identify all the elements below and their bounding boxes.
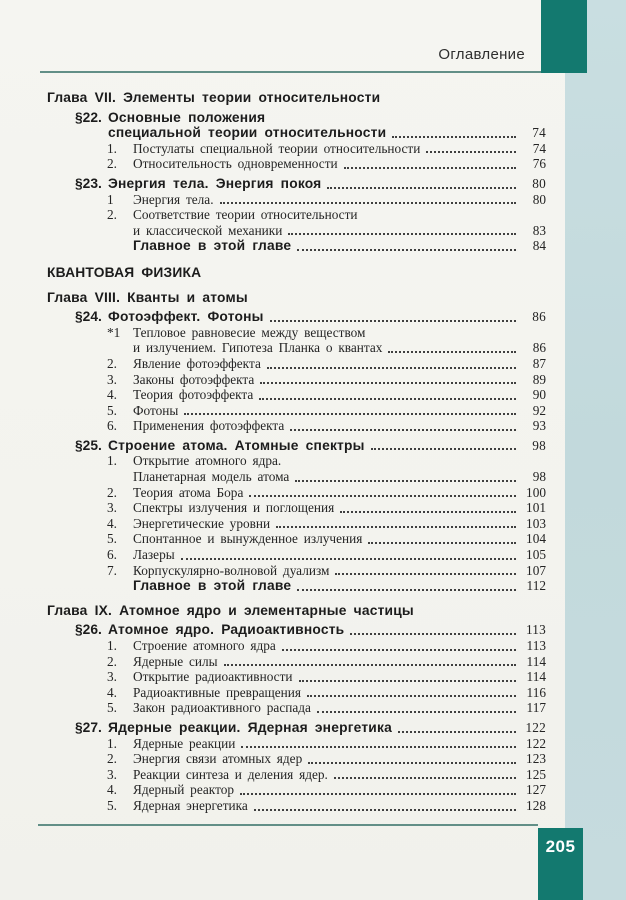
toc-page-number: 98 <box>532 437 546 453</box>
toc-entry-label: 4. <box>107 515 117 531</box>
toc-entry-label: 1 <box>107 191 114 207</box>
toc-entry-body <box>108 309 546 325</box>
toc-entry-line: Соответствие теории относительности <box>133 207 358 223</box>
toc-entry-text: Энергия тела. Энергия покоя <box>108 175 322 191</box>
toc-entry-body <box>133 578 546 594</box>
dot-leader <box>327 176 516 189</box>
toc-item <box>40 387 546 403</box>
toc-entry-body <box>133 238 546 254</box>
toc-entry-text: и классической механики <box>133 222 283 238</box>
toc-entry-label: 3. <box>107 371 117 387</box>
toc-item <box>40 418 546 434</box>
toc-entry-label: 6. <box>107 547 117 563</box>
page-header-title: Оглавление <box>438 46 525 63</box>
toc-page-number: 105 <box>526 547 546 563</box>
toc-entry-text: Планетарная модель атома <box>133 469 290 485</box>
toc-entry-line <box>133 782 546 798</box>
toc-entry-text: Корпускулярно-волновой дуализм <box>133 562 330 578</box>
toc-entry-line: Тепловое равновесие между веществом <box>133 324 366 340</box>
toc-page-number: 101 <box>526 500 546 516</box>
toc-entry-label: 2. <box>107 653 117 669</box>
toc-entry-label: 2. <box>107 156 117 172</box>
toc-item <box>40 141 546 157</box>
toc-entry-line <box>133 531 546 547</box>
toc-entry-body <box>133 192 546 208</box>
toc-item <box>40 356 546 372</box>
toc-page-number: 90 <box>532 387 546 403</box>
header-rule <box>40 71 541 73</box>
toc-item <box>40 516 546 532</box>
toc-entry-label: 4. <box>107 387 117 403</box>
toc-entry-label: §27. <box>75 719 102 735</box>
dot-leader <box>297 238 516 251</box>
toc-page-number: 113 <box>526 638 546 653</box>
toc-entry-body <box>133 156 546 172</box>
toc-entry-label: 1. <box>107 735 117 751</box>
toc-entry-text: Теория атома Бора <box>133 484 244 500</box>
toc-entry-label: 3. <box>107 500 117 516</box>
toc-entry-text: Главное в этой главе <box>133 238 292 254</box>
toc-item <box>40 654 546 670</box>
toc-entry-text: Постулаты специальной теории относительности <box>133 140 421 156</box>
toc-entry-body <box>133 485 546 501</box>
toc-entry-text: Ядерный реактор <box>133 782 235 798</box>
dot-leader <box>220 192 516 205</box>
toc-page-number: 92 <box>532 402 546 418</box>
toc-page-number: 117 <box>526 700 546 716</box>
toc-item <box>40 156 546 172</box>
toc-page-number: 83 <box>532 222 546 238</box>
toc-chapter: Глава VII. Элементы теории относительности <box>47 90 381 105</box>
toc-chapter: Глава IX. Атомное ядро и элементарные частицы <box>47 602 414 618</box>
toc-entry-label: §22. <box>75 109 102 125</box>
toc-item <box>40 669 546 685</box>
page-number-block <box>538 828 583 900</box>
dot-leader <box>224 654 516 667</box>
toc-entry-line <box>133 238 546 254</box>
toc-entry-text: Законы фотоэффекта <box>133 371 255 387</box>
dot-leader <box>240 782 516 795</box>
toc-page-number: 93 <box>532 418 546 434</box>
toc-page-number: 113 <box>525 622 546 638</box>
toc-entry-label: §25. <box>75 437 102 453</box>
toc-bolditem <box>40 578 546 594</box>
toc-entry-line <box>108 438 546 454</box>
toc-item <box>40 453 546 484</box>
dot-leader <box>335 563 516 576</box>
dot-leader <box>254 798 516 811</box>
toc-entry-label: 1. <box>107 453 117 469</box>
dot-leader <box>267 356 516 369</box>
toc-item <box>40 403 546 419</box>
toc-page-number: 123 <box>526 751 546 767</box>
toc-entry-text: Строение атомного ядра <box>133 638 276 653</box>
toc-item <box>40 736 546 752</box>
toc-entry-body <box>133 798 546 814</box>
toc-entry-text: и излучением. Гипотеза Планка о квантах <box>133 340 383 356</box>
toc-page-number: 76 <box>532 156 546 172</box>
toc-entry-line <box>133 767 546 783</box>
toc-entry-text: Применения фотоэффекта <box>133 418 285 434</box>
toc-item <box>40 207 546 238</box>
toc-page-number: 122 <box>525 719 546 735</box>
dot-leader <box>368 531 516 544</box>
toc-item <box>40 751 546 767</box>
toc-entry-text: специальной теории относительности <box>108 125 387 141</box>
toc-item <box>40 325 546 356</box>
toc-page-number: 116 <box>526 684 546 700</box>
toc-entry-body <box>108 438 546 454</box>
toc-entry-line <box>133 156 546 172</box>
toc-entry-line <box>133 516 546 532</box>
toc-section <box>40 438 546 454</box>
toc-item <box>40 798 546 814</box>
toc-entry-line <box>133 403 546 419</box>
toc-section <box>40 110 546 141</box>
dot-leader <box>282 638 516 651</box>
toc-entry-line <box>133 372 546 388</box>
toc-page-number: 107 <box>526 562 546 578</box>
dot-leader <box>270 309 516 322</box>
toc-page-number: 125 <box>526 766 546 782</box>
toc-page-number: 89 <box>532 371 546 387</box>
dot-leader <box>276 516 516 529</box>
toc-entry-line <box>133 223 546 239</box>
toc-entry-line: Открытие атомного ядра. <box>133 453 282 469</box>
toc-entry-body <box>133 669 546 685</box>
dot-leader <box>317 700 516 713</box>
dot-leader <box>181 547 516 560</box>
toc-entry-text: Спектры излучения и поглощения <box>133 500 335 516</box>
toc-item <box>40 547 546 563</box>
toc-entry-body <box>108 176 546 192</box>
toc-entry-text: Строение атома. Атомные спектры <box>108 437 365 453</box>
toc-page-number: 74 <box>532 140 546 156</box>
toc-entry-line <box>133 654 546 670</box>
toc-page-number: 127 <box>526 782 546 798</box>
toc-entry-text: Теория фотоэффекта <box>133 387 254 403</box>
toc-entry-line <box>133 798 546 814</box>
toc-entry-line <box>133 469 546 485</box>
toc-entry-body <box>133 403 546 419</box>
top-corner-block <box>541 0 587 73</box>
toc-entry-text: Энергия связи атомных ядер <box>133 751 303 767</box>
toc-page-number: 74 <box>532 125 546 141</box>
dot-leader <box>259 387 516 400</box>
toc-entry-line <box>133 751 546 767</box>
toc-entry-body <box>133 654 546 670</box>
toc-entry-label: 3. <box>107 766 117 782</box>
toc-page-number: 114 <box>526 669 546 685</box>
toc-entry-label: 4. <box>107 782 117 798</box>
toc-entry-body <box>108 622 546 638</box>
toc-entry-line <box>133 669 546 685</box>
toc-entry-line <box>133 700 546 716</box>
toc-item <box>40 767 546 783</box>
dot-leader <box>350 622 516 635</box>
toc-entry-text: Ядерные реакции <box>133 735 236 751</box>
toc-entry-body <box>133 547 546 563</box>
toc-entry-line <box>108 622 546 638</box>
toc-page-number: 80 <box>532 191 546 207</box>
toc-entry-label: 2. <box>107 484 117 500</box>
toc-chapter: Глава VIII. Кванты и атомы <box>47 289 248 305</box>
toc-entry-line <box>133 356 546 372</box>
toc-entry-label: 6. <box>107 418 117 434</box>
toc-list <box>40 90 546 814</box>
toc-entry-body <box>133 418 546 434</box>
toc-page-number: 104 <box>526 531 546 547</box>
page-header <box>40 46 541 63</box>
dot-leader <box>308 751 516 764</box>
toc-entry-body <box>133 782 546 798</box>
toc-entry-label: 3. <box>107 669 117 685</box>
toc-entry-text: Ядерные реакции. Ядерная энергетика <box>108 719 392 735</box>
toc-page-number: 103 <box>526 515 546 531</box>
toc-entry-body <box>133 325 546 356</box>
dot-leader <box>426 141 516 154</box>
toc-page-number: 114 <box>526 653 546 669</box>
toc-entry-label: 2. <box>107 207 117 223</box>
toc-item <box>40 638 546 654</box>
toc-section <box>40 309 546 325</box>
toc-entry-text: Открытие радиоактивности <box>133 669 293 685</box>
toc-page-number: 87 <box>532 355 546 371</box>
dot-leader <box>288 223 516 236</box>
toc-entry-line <box>133 340 546 356</box>
toc-page-number: 112 <box>526 578 546 594</box>
page-number: 205 <box>545 837 576 856</box>
toc-section <box>40 622 546 638</box>
toc-entry-text: Явление фотоэффекта <box>133 355 261 371</box>
toc-entry-text: Лазеры <box>133 547 175 563</box>
toc-entry-label: 7. <box>107 562 117 578</box>
toc-entry-label <box>40 238 133 254</box>
dot-leader <box>299 669 516 682</box>
toc-item <box>40 500 546 516</box>
dot-leader <box>388 340 516 353</box>
toc-entry-text: Ядерная энергетика <box>133 797 248 813</box>
toc-entry-text: Закон радиоактивного распада <box>133 700 311 716</box>
dot-leader <box>290 418 516 431</box>
toc-entry-body <box>133 736 546 752</box>
footer-rule <box>38 824 538 826</box>
dot-leader <box>249 485 516 498</box>
toc-entry-body <box>133 638 546 654</box>
toc-entry-body <box>133 453 546 484</box>
dot-leader <box>297 578 516 591</box>
toc-entry-label: 1. <box>107 638 117 653</box>
toc-entry-line <box>133 685 546 701</box>
toc-entry-body <box>133 516 546 532</box>
toc-entry-line <box>133 578 546 594</box>
toc-entry-body <box>133 767 546 783</box>
toc-entry-label: §26. <box>75 622 102 638</box>
toc-item <box>40 685 546 701</box>
toc-entry-line <box>108 176 546 192</box>
toc-entry-body <box>133 141 546 157</box>
toc-entry-text: Энергетические уровни <box>133 515 271 531</box>
toc-entry-body <box>133 387 546 403</box>
toc-page-number: 86 <box>532 340 546 356</box>
toc-entry-body <box>133 751 546 767</box>
toc-entry-line <box>133 736 546 752</box>
dot-leader <box>307 685 516 698</box>
dot-leader <box>344 156 516 169</box>
page-edge-strip <box>565 0 626 900</box>
toc-entry-label: 2. <box>107 751 117 767</box>
dot-leader <box>260 372 516 385</box>
toc-item <box>40 782 546 798</box>
toc-entry-line <box>133 547 546 563</box>
toc-entry-label: 4. <box>107 684 117 700</box>
toc-entry-label: 5. <box>107 531 117 547</box>
dot-leader <box>184 403 516 416</box>
toc-entry-label: 5. <box>107 402 117 418</box>
toc-section <box>40 720 546 736</box>
toc-entry-label: 5. <box>107 700 117 716</box>
toc-entry-label: §24. <box>75 309 102 325</box>
toc-section <box>40 176 546 192</box>
toc-entry-line <box>133 387 546 403</box>
toc-entry-body <box>133 685 546 701</box>
toc-page-number: 84 <box>532 238 546 254</box>
toc-part: КВАНТОВАЯ ФИЗИКА <box>47 264 202 280</box>
toc-item <box>40 372 546 388</box>
toc-entry-text: Спонтанное и вынужденное излучения <box>133 531 363 547</box>
toc-entry-body <box>133 700 546 716</box>
toc-entry-text: Фотоэффект. Фотоны <box>108 309 264 325</box>
toc-item <box>40 531 546 547</box>
toc-entry-body <box>133 500 546 516</box>
toc-page-number: 100 <box>526 484 546 500</box>
toc-entry-line <box>108 125 546 141</box>
toc-entry-label <box>40 578 133 594</box>
toc-entry-line <box>133 638 546 654</box>
toc-entry-text: Реакции синтеза и деления ядер. <box>133 766 328 782</box>
toc-entry-label: 2. <box>107 355 117 371</box>
toc-entry-line <box>133 192 546 208</box>
toc-entry-body <box>133 372 546 388</box>
toc-page-number: 122 <box>526 735 546 751</box>
dot-leader <box>241 736 516 749</box>
toc-entry-body <box>133 207 546 238</box>
toc-entry-line: Основные положения <box>108 109 266 125</box>
toc-page-number: 86 <box>532 309 546 325</box>
toc-item <box>40 700 546 716</box>
dot-leader <box>295 469 516 482</box>
toc-entry-line <box>108 309 546 325</box>
toc-entry-body <box>133 531 546 547</box>
toc-entry-text: Фотоны <box>133 402 179 418</box>
toc-page-number: 98 <box>532 469 546 485</box>
toc-entry-text: Относительность одновременности <box>133 156 338 172</box>
dot-leader <box>340 500 516 513</box>
toc-entry-line <box>108 720 546 736</box>
toc-entry-line <box>133 141 546 157</box>
dot-leader <box>398 720 516 733</box>
toc-entry-label: *1 <box>107 324 121 340</box>
toc-entry-text: Главное в этой главе <box>133 578 292 594</box>
toc-entry-label: 5. <box>107 797 117 813</box>
toc-entry-label: 1. <box>107 140 117 156</box>
toc-page-number: 80 <box>532 175 546 191</box>
toc-entry-text: Атомное ядро. Радиоактивность <box>108 622 345 638</box>
toc-entry-label: §23. <box>75 175 102 191</box>
toc-entry-line <box>133 563 546 579</box>
toc-entry-line <box>133 418 546 434</box>
toc-entry-line <box>133 500 546 516</box>
toc-page-number: 128 <box>526 797 546 813</box>
dot-leader <box>334 767 516 780</box>
toc-item <box>40 192 546 208</box>
toc-entry-text: Энергия тела. <box>133 191 214 207</box>
toc-entry-line <box>133 485 546 501</box>
toc-item <box>40 563 546 579</box>
dot-leader <box>392 125 516 138</box>
toc-entry-body <box>108 720 546 736</box>
toc-entry-text: Радиоактивные превращения <box>133 684 301 700</box>
toc-bolditem <box>40 238 546 254</box>
toc-entry-body <box>133 356 546 372</box>
toc-item <box>40 485 546 501</box>
toc-entry-text: Ядерные силы <box>133 653 218 669</box>
toc-entry-body <box>133 563 546 579</box>
dot-leader <box>371 438 516 451</box>
toc-entry-body <box>108 110 546 141</box>
